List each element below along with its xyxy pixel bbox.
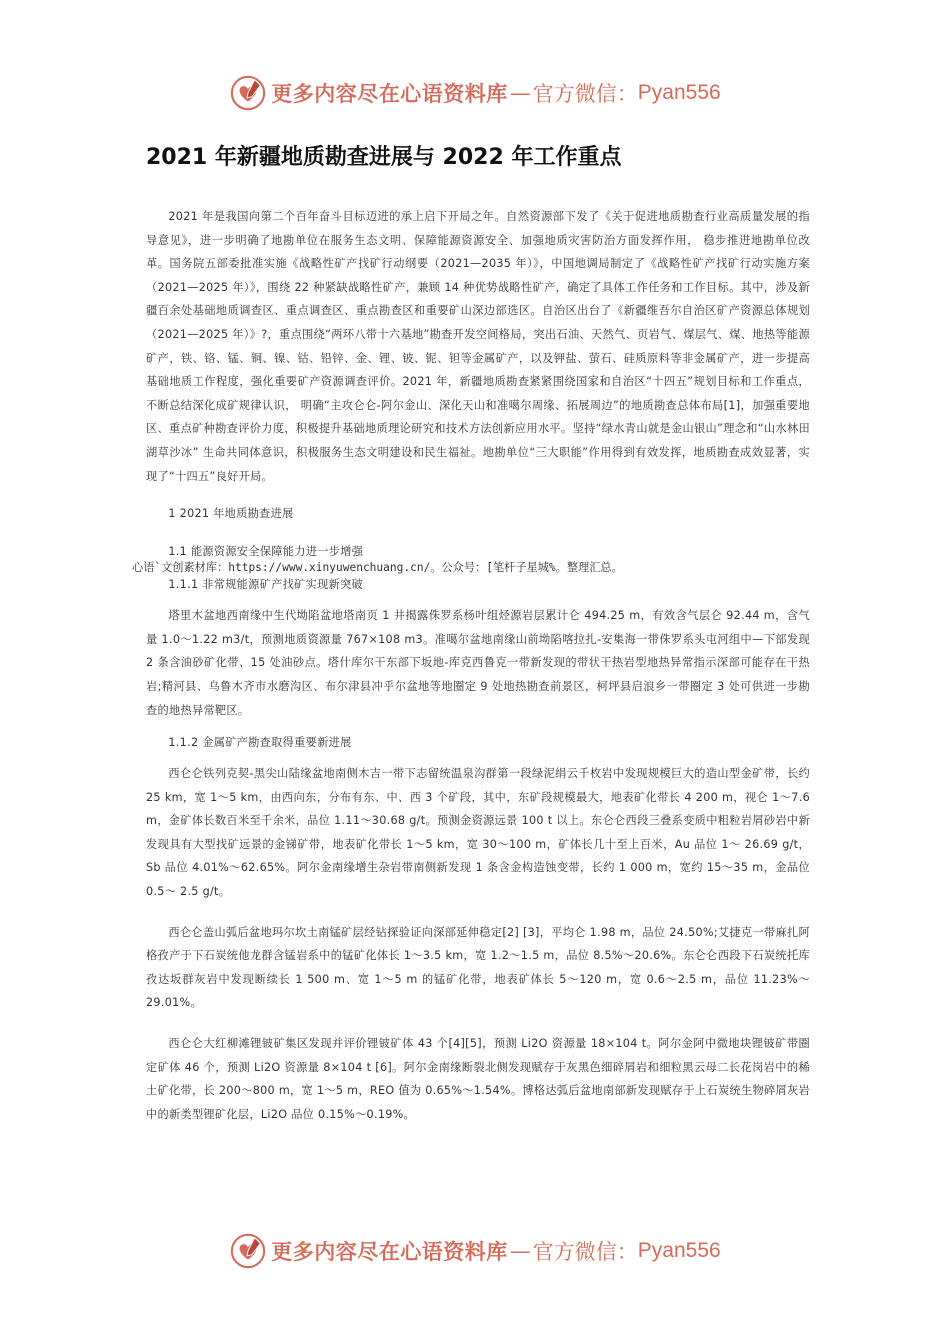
paragraph-gold: 西仑仑铁列克契-黑尖山陆缘盆地南侧木吉一带下志留统温泉沟群第一段绿泥绢云千枚岩中发现规模巨大的造山型金矿带，长约 25 km，宽 1～5 km，由西向东，分布有东、中、西 3 个矿段，其中，东矿段规模最大，地表矿化带长 4 200 m，视仑 1～7.6 m，金矿体长数百米至千余米，品位 1.11～30.68 g/t。预测金资源远景 100 t 以上。东仑仑西段三叠系变质中粗粒岩屑砂岩中新发现具有大型找矿远景的金锑矿带，地表矿化带长 1～5 km，宽 30～100 m，矿体长几十至上百米，Au 品位 1～ 26.69 g/t， Sb 品位 4.01%～62.65%。阿尔金南缘增生杂岩带南侧新发现 1 条含金构造蚀变带，长约 1 000 m，宽约 15～35 m，金品位 0.5～ 2.5 g/t。 <box>146 767 810 899</box>
section-heading-1-1: 1.1 能源资源安全保障能力进一步增强 <box>168 545 364 559</box>
paragraph-lithium: 西仑仑大红柳滩锂铍矿集区发现并评价锂铍矿体 43 个[4][5]，预测 Li2O 资源量 18×104 t。阿尔金阿中微地块锂铍矿带圈定矿体 46 个，预测 Li2O 资源量 8×104 t [6]。阿尔金南缘断裂北侧发现赋存于灰黑色细碎屑岩和细粒黑云母二长花岗岩中的稀土矿化带，长 200～800 m，宽 1～5 m，REO 值为 0.65%～1.54%。博格达弧后盆地南部新发现赋存于上石炭统生物碎屑灰岩中的新类型锂矿化层，Li2O 品位 0.15%～0.19%。 <box>146 1037 810 1121</box>
banner-dash: — <box>509 81 531 105</box>
header-banner <box>0 68 950 118</box>
banner-wechat-id: Pyan556 <box>637 1239 721 1262</box>
intro-paragraph: 2021 年是我国向第二个百年奋斗目标迈进的承上启下开局之年。自然资源部下发了《关于促进地质勘查行业高质量发展的指导意见》，进一步明确了地勘单位在服务生态文明、保障能源资源安全、加强地质灾害防治方面发挥作用， 稳步推进地勘单位改革。国务院五部委批准实施《战略性矿产找矿行动纲要（2021—2035 年）》，中国地调局制定了《战略性矿产找矿行动实施方案（2021—2025 年）》，围绕 22 种紧缺战略性矿产，兼顾 14 种优势战略性矿产，确定了具体工作任务和工作目标。其中，涉及新疆百余处基础地质调查区、重点调查区、重点勘查区和重要矿山深边部选区。自治区出台了《新疆维吾尔自治区矿产资源总体规划（2021—2025 年）》?，重点围绕“两环八带十六基地”勘查开发空间格局，突出石油、天然气、页岩气、煤层气、煤、地热等能源矿产，铁、铬、锰、铜、镍、钴、铅锌、金、锂、铍、铌、钽等金属矿产，以及钾盐、萤石、硅质原料等非金属矿产，进一步提高基础地质工作程度，强化重要矿产资源调查评价。2021 年，新疆地质勘查紧紧围绕国家和自治区“十四五”规划目标和工作重点，不断总结深化成矿规律认识， 明确“主攻仑仑-阿尔金山、深化天山和准噶尔周缘、拓展周边”的地质勘查总体布局[1]，加强重要地区、重点矿种勘查评价力度，积极提升基础地质理论研究和技术方法创新应用水平。坚持“绿水青山就是金山银山”理念和“山水林田湖草沙冰” 生命共同体意识，积极服务生态文明建设和民生福祉。地勘单位“三大职能”作用得到有效发挥，地质勘查成效显著，实现了“十四五”良好开局。 <box>146 210 810 483</box>
paragraph-manganese: 西仑仑盖山弧后盆地玛尔坎土南锰矿层经钻探验证向深部延伸稳定[2] [3]，平均仑 1.98 m，品位 24.50%;艾捷克一带麻扎阿格孜产于下石炭统他龙群含锰岩系中的锰矿化体长 1～3.5 km，宽 1.2～1.5 m，品位 8.5%～20.6%。东仑仑西段下石炭统托库孜达坂群灰岩中发现断续长 1 500 m、宽 1～5 m 的锰矿化带，地表矿体长 5～120 m，宽 0.6～2.5 m，品位 11.23%～29.01%。 <box>146 925 810 1010</box>
banner-dash: — <box>509 1239 531 1263</box>
footer-banner <box>0 1226 950 1276</box>
banner-wechat-id: Pyan556 <box>637 81 721 104</box>
heart-pen-logo-icon <box>229 74 267 112</box>
source-watermark-line: 心语`文创素材库：https://www.xinyuwenchuang.cn/。公众号：[笔杆子星城%。整理汇总。 <box>132 561 623 575</box>
banner-slogan: 更多内容尽在心语资料库 <box>271 81 508 106</box>
heart-pen-logo-icon <box>229 1232 267 1270</box>
document-title: 2021 年新疆地质勘查进展与 2022 年工作重点 <box>146 145 622 170</box>
banner-slogan: 更多内容尽在心语资料库 <box>271 1239 508 1264</box>
banner-wechat-label: 官方微信： <box>532 82 638 106</box>
document-body <box>132 205 810 1126</box>
section-heading-1-1-2: 1.1.2 金属矿产勘查取得重要新进展 <box>168 736 352 750</box>
paragraph-energy: 塔里木盆地西南缘中生代坳陷盆地塔南页 1 井揭露侏罗系杨叶组烃源岩层累计仑 494.25 m，有效含气层仑 92.44 m，含气量 1.0～1.22 m3/t，预测地质资源量 767×108 m3。准噶尔盆地南缘山前坳陷喀拉扎-安集海一带侏罗系头屯河组中—下部发现 2 条含油砂矿化带、15 处油砂点。塔什库尔干东部下坂地-库克西鲁克一带新发现的带状干热岩型地热异常指示深部可能存在干热岩;精河县、乌鲁木齐市水磨沟区、布尔津县冲乎尔盆地等地圈定 9 处地热勘查前景区，柯坪县启浪乡一带圈定 3 处可供进一步勘查的地热异常靶区。 <box>146 609 810 717</box>
section-heading-1-1-1: 1.1.1 非常规能源矿产找矿实现新突破 <box>168 578 364 592</box>
banner-wechat-label: 官方微信： <box>532 1240 638 1264</box>
section-heading-1: 1 2021 年地质勘查进展 <box>168 507 294 521</box>
